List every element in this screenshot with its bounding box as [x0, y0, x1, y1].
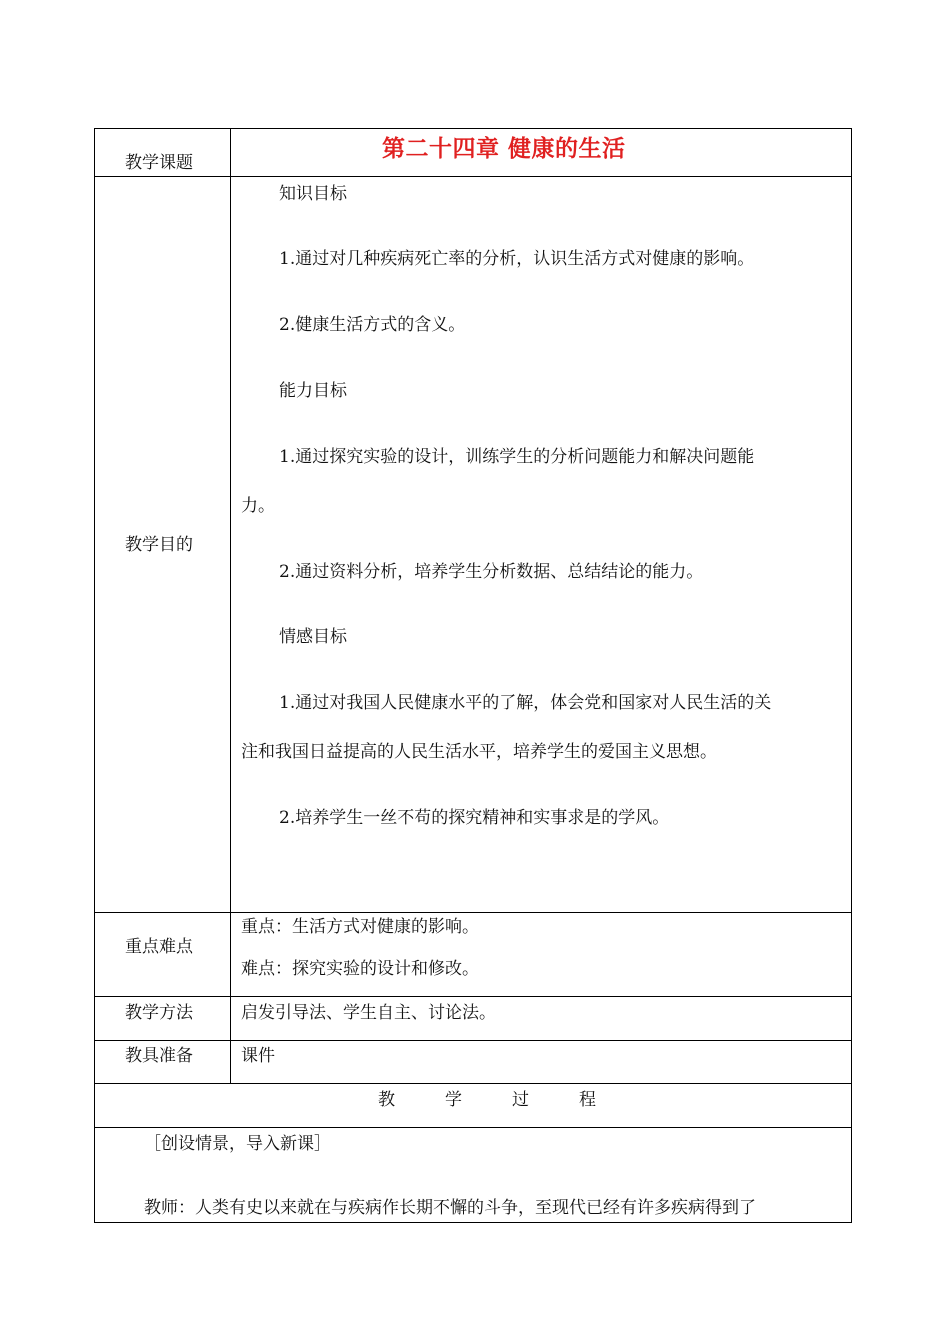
objective-line: 1.通过对我国人民健康水平的了解，体会党和国家对人民生活的关	[279, 693, 772, 713]
process-teacher-text: 教师：人类有史以来就在与疾病作长期不懈的斗争，至现代已经有许多疾病得到了	[144, 1198, 756, 1218]
table-border-bottom	[94, 1222, 852, 1223]
table-row-divider	[94, 912, 852, 913]
table-row-divider	[94, 1127, 852, 1128]
objective-line: 1.通过探究实验的设计，训练学生的分析问题能力和解决问题能	[279, 447, 755, 467]
tools-label: 教具准备	[125, 1046, 193, 1066]
process-heading-char: 过	[512, 1090, 529, 1110]
process-heading	[353, 1090, 621, 1110]
objective-line: 2.健康生活方式的含义。	[279, 315, 466, 335]
table-column-divider	[230, 128, 231, 1084]
objective-line: 2.培养学生一丝不苟的探究精神和实事求是的学风。	[279, 808, 670, 828]
process-heading-char: 教	[378, 1090, 395, 1110]
process-heading-char: 程	[579, 1090, 596, 1110]
table-row-divider	[94, 1083, 852, 1084]
objective-heading-knowledge: 知识目标	[279, 184, 347, 204]
table-row-divider	[94, 996, 852, 997]
process-intro: ［创设情景，导入新课］	[144, 1134, 331, 1154]
objectives-label: 教学目的	[125, 535, 193, 555]
key-point-text: 重点：生活方式对健康的影响。	[241, 917, 479, 937]
objective-line: 注和我国日益提高的人民生活水平，培养学生的爱国主义思想。	[241, 742, 717, 762]
table-row-divider	[94, 176, 852, 177]
tools-value: 课件	[241, 1046, 275, 1066]
objective-heading-emotion: 情感目标	[279, 627, 347, 647]
objective-line: 力。	[241, 496, 275, 516]
table-border-top	[94, 128, 852, 129]
difficulty-text: 难点：探究实验的设计和修改。	[241, 959, 479, 979]
key-points-label: 重点难点	[125, 937, 193, 957]
objective-line: 2.通过资料分析，培养学生分析数据、总结结论的能力。	[279, 562, 704, 582]
objective-heading-ability: 能力目标	[279, 381, 347, 401]
page-title: 第二十四章 健康的生活	[382, 136, 626, 162]
objective-line: 1.通过对几种疾病死亡率的分析，认识生活方式对健康的影响。	[279, 249, 755, 269]
process-heading-char: 学	[445, 1090, 462, 1110]
method-label: 教学方法	[125, 1003, 193, 1023]
table-border-left	[94, 128, 95, 1223]
topic-label: 教学课题	[125, 153, 193, 173]
table-border-right	[851, 128, 852, 1223]
method-value: 启发引导法、学生自主、讨论法。	[241, 1003, 496, 1023]
table-row-divider	[94, 1040, 852, 1041]
